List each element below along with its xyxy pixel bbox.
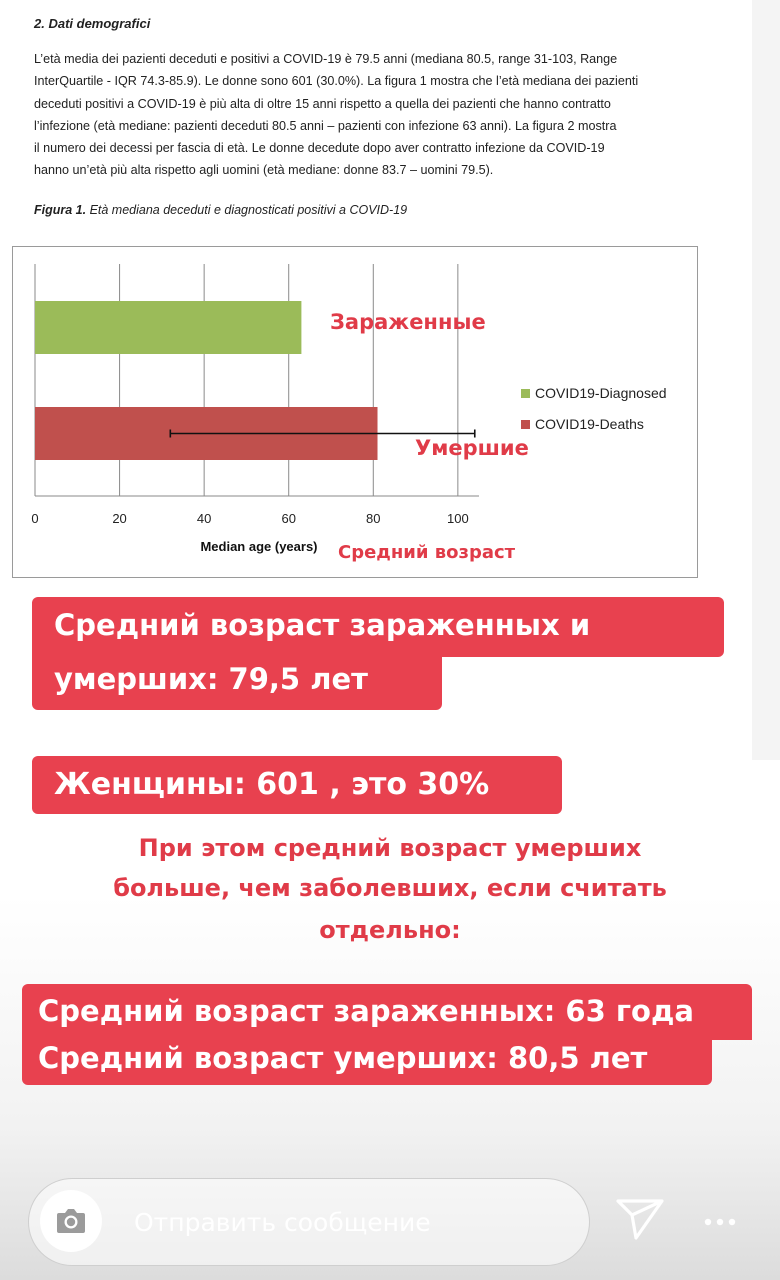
annotation-infected: Зараженные: [330, 310, 486, 334]
bar-chart: [13, 247, 697, 577]
x-axis-label: Median age (years): [200, 539, 318, 554]
note-line3: отдельно:: [319, 916, 461, 944]
x-tick-label: 80: [366, 511, 381, 526]
camera-button[interactable]: [40, 1190, 102, 1252]
annotation-average-age: Средний возраст: [338, 542, 516, 563]
paragraph-line: InterQuartile - IQR 74.3-85.9). Le donne sono 601 (30.0%). La figura 1 mostra che l’età mediana dei pazienti: [34, 74, 639, 89]
send-icon[interactable]: [614, 1196, 666, 1242]
paragraph-line: deceduti positivi a COVID-19 è più alta di oltre 15 anni rispetto a quella dei pazienti che hanno contratto: [34, 96, 611, 111]
x-tick-label: 100: [447, 511, 469, 526]
paragraph-line: hanno un’età più alta rispetto agli uomini (età mediane: donne 83.7 – uomini 79.5).: [34, 163, 494, 178]
note-line1: При этом средний возраст умерших: [138, 834, 642, 862]
paragraph-line: L’età media dei pazienti deceduti e positivi a COVID-19 è 79.5 anni (mediana 80.5, range 31-103, Range: [34, 52, 618, 66]
camera-icon: [55, 1206, 87, 1236]
x-tick-label: 40: [196, 511, 212, 526]
figure-label: Figura 1.: [34, 203, 87, 217]
next-page-edge: [752, 0, 780, 760]
section-title: 2. Dati demografici: [34, 16, 151, 31]
note-line2: больше, чем заболевших, если считать: [113, 874, 667, 902]
annotation-dead: Умершие: [415, 436, 529, 460]
legend-swatch-0: [521, 389, 530, 398]
banner-women-text: Женщины: 601 , это 30%: [54, 767, 490, 802]
banner-average-age-line1: Средний возраст зараженных и: [54, 608, 591, 642]
banner-dead-age: Средний возраст умерших: 80,5 лет: [38, 1041, 648, 1075]
x-tick-label: 20: [112, 511, 127, 526]
legend-label-0: COVID19-Diagnosed: [535, 385, 667, 401]
figure-caption: [34, 203, 407, 217]
x-tick-label: 0: [31, 511, 39, 526]
banner-infected-age: Средний возраст зараженных: 63 года: [38, 994, 694, 1028]
paragraph-line: l’infezione (età mediane: pazienti deceduti 80.5 anni – pazienti con infezione 63 anni). La figura 2 mostra: [34, 118, 617, 133]
legend-label-1: COVID19-Deaths: [535, 416, 644, 432]
banner-women: [32, 756, 562, 814]
document-paragraph: [34, 48, 728, 182]
banner-average-age-line2: умерших: 79,5 лет: [54, 662, 368, 696]
paragraph-line: il numero dei decessi per fascia di età. Le donne decedute dopo aver contratto infezione da COVID-19: [34, 141, 605, 156]
legend-swatch-1: [521, 420, 530, 429]
chart-frame: [12, 246, 698, 578]
x-tick-label: 60: [281, 511, 296, 526]
bar-0: [35, 301, 301, 354]
message-input[interactable]: [134, 1202, 564, 1242]
figure-caption-text: Età mediana deceduti e diagnosticati positivi a COVID-19: [86, 203, 408, 217]
more-options-icon[interactable]: [700, 1212, 740, 1232]
